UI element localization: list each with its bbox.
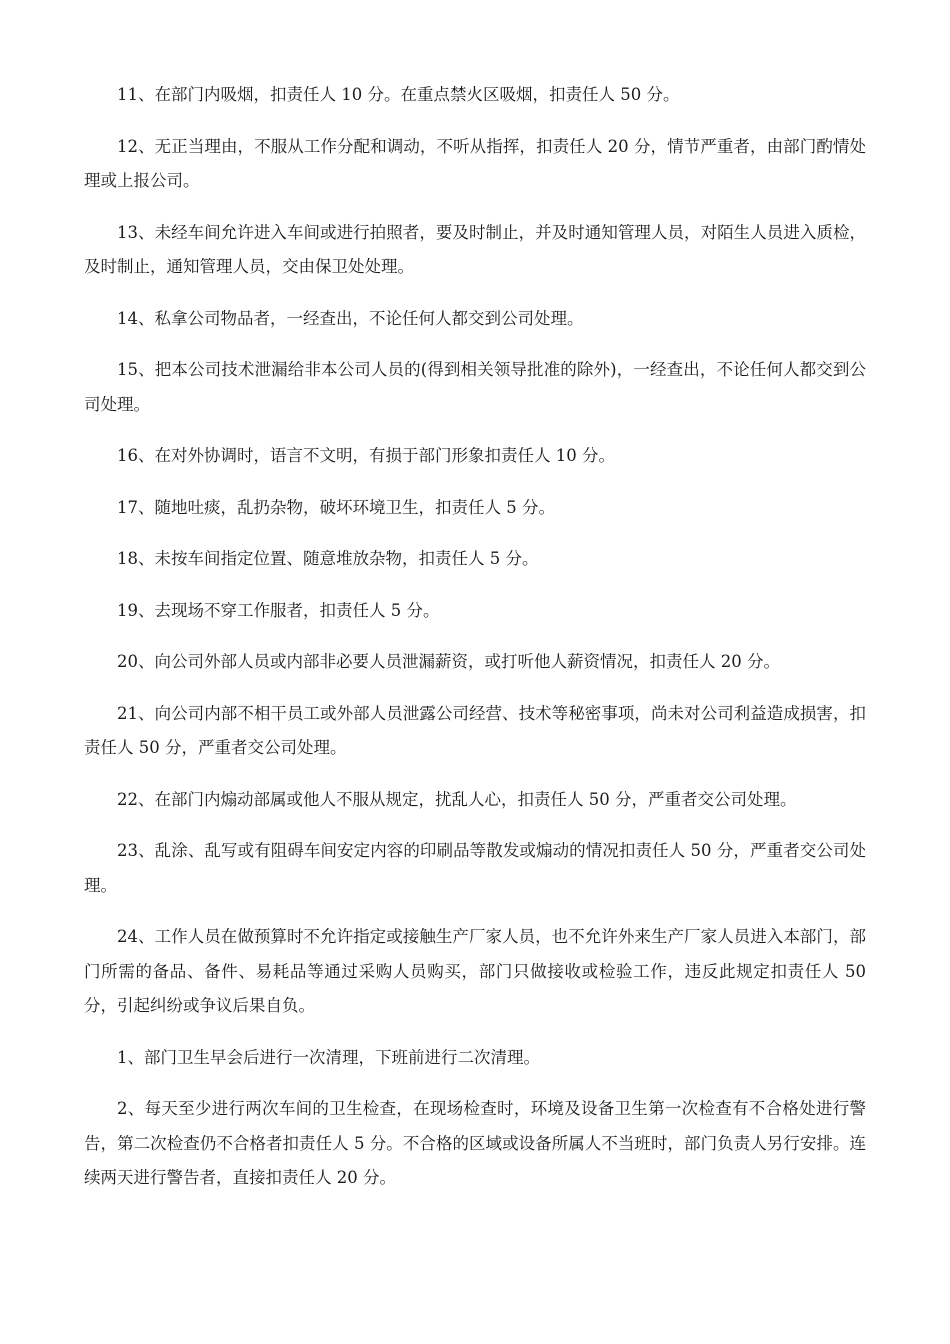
paragraph-rule-23: 23、乱涂、乱写或有阻碍车间安定内容的印刷品等散发或煽动的情况扣责任人 50 分，严重者交公司处理。 — [84, 841, 866, 895]
paragraph-rule-19: 19、去现场不穿工作服者，扣责任人 5 分。 — [117, 600, 440, 620]
paragraph-rule-16: 16、在对外协调时，语言不文明，有损于部门形象扣责任人 10 分。 — [117, 446, 615, 465]
paragraph-rule-13: 13、未经车间允许进入车间或进行拍照者，要及时制止，并及时通知管理人员，对陌生人员进入质检，及时制止，通知管理人员，交由保卫处处理。 — [84, 222, 866, 276]
paragraph-rule-12: 12、无正当理由，不服从工作分配和调动，不听从指挥，扣责任人 20 分，情节严重者，由部门酌情处理或上报公司。 — [84, 136, 866, 190]
paragraph-rule-17: 17、随地吐痰，乱扔杂物，破坏环境卫生，扣责任人 5 分。 — [117, 497, 555, 517]
paragraph-rule-15: 15、把本公司技术泄漏给非本公司人员的(得到相关领导批准的除外)，一经查出，不论任何人都交到公司处理。 — [84, 360, 866, 414]
document-body — [84, 78, 866, 1213]
paragraph-rule-22: 22、在部门内煽动部属或他人不服从规定，扰乱人心，扣责任人 50 分，严重者交公司处理。 — [117, 789, 797, 809]
paragraph-rule-20: 20、向公司外部人员或内部非必要人员泄漏薪资，或打听他人薪资情况，扣责任人 20 分。 — [117, 652, 780, 671]
paragraph-hygiene-2: 2、每天至少进行两次车间的卫生检查，在现场检查时，环境及设备卫生第一次检查有不合格处进行警告，第二次检查仍不合格者扣责任人 5 分。不合格的区域或设备所属人不当班时，部门负责人另行安排。连续两天进行警告者，直接扣责任人 20 分。 — [84, 1099, 866, 1187]
paragraph-rule-11: 11、在部门内吸烟，扣责任人 10 分。在重点禁火区吸烟，扣责任人 50 分。 — [117, 85, 680, 104]
paragraph-hygiene-1: 1、部门卫生早会后进行一次清理，下班前进行二次清理。 — [117, 1047, 540, 1067]
paragraph-rule-24: 24、工作人员在做预算时不允许指定或接触生产厂家人员，也不允许外来生产厂家人员进入本部门，部门所需的备品、备件、易耗品等通过采购人员购买，部门只做接收或检验工作，违反此规定扣责任人 50 分，引起纠纷或争议后果自负。 — [84, 927, 866, 1015]
paragraph-rule-21: 21、向公司内部不相干员工或外部人员泄露公司经营、技术等秘密事项，尚未对公司利益造成损害，扣责任人 50 分，严重者交公司处理。 — [84, 703, 866, 757]
paragraph-rule-14: 14、私拿公司物品者，一经查出，不论任何人都交到公司处理。 — [117, 308, 584, 328]
paragraph-rule-18: 18、未按车间指定位置、随意堆放杂物，扣责任人 5 分。 — [117, 549, 539, 568]
